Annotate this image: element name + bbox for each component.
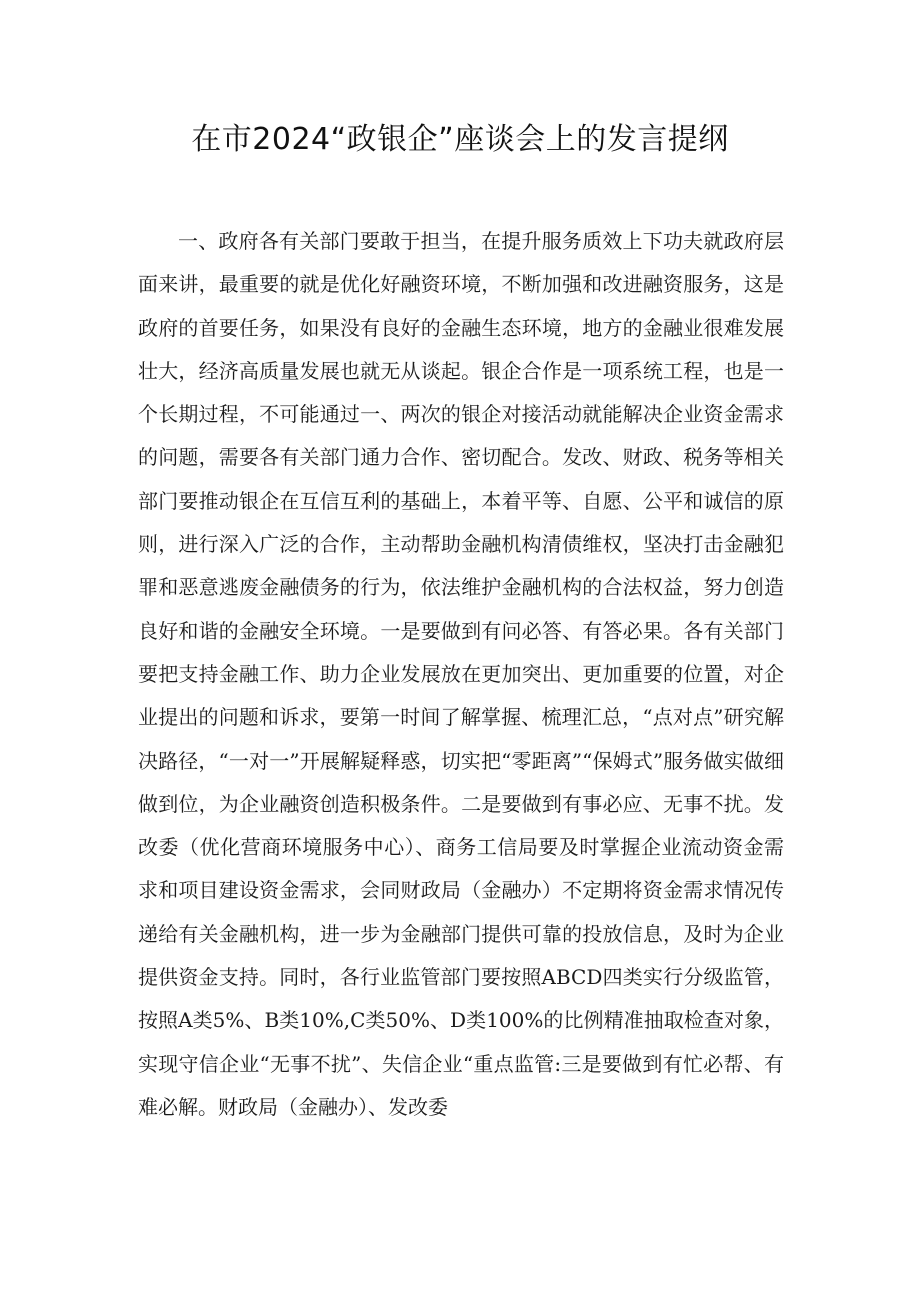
document-title: 在市2024“政银企”座谈会上的发言提纲: [191, 122, 729, 157]
body-paragraph: 一、政府各有关部门要敢于担当，在提升服务质效上下功夫就政府层面来讲，最重要的就是优化好融资环境，不断加强和改进融资服务，这是政府的首要任务，如果没有良好的金融生态环境，地方的金融业很难发展壮大，经济高质量发展也就无从谈起。银企合作是一项系统工程，也是一个长期过程，不可能通过一、两次的银企对接活动就能解决企业资金需求的问题，需要各有关部门通力合作、密切配合。发改、财政、税务等相关部门要推动银企在互信互利的基础上，本着平等、自愿、公平和诚信的原则，进行深入广泛的合作，主动帮助金融机构清债维权，坚决打击金融犯罪和恶意逃废金融债务的行为，依法维护金融机构的合法权益，努力创造良好和谐的金融安全环境。一是要做到有问必答、有答必果。各有关部门要把支持金融工作、助力企业发展放在更加突出、更加重要的位置，对企业提出的问题和诉求，要第一时间了解掌握、梳理汇总，“点对点”研究解决路径，“一对一”开展解疑释惑，切实把“零距离”“保姆式”服务做实做细做到位，为企业融资创造积极条件。二是要做到有事必应、无事不扰。发改委（优化营商环境服务中心）、商务工信局要及时掌握企业流动资金需求和项目建设资金需求，会同财政局（金融办）不定期将资金需求情况传递给有关金融机构，进一步为金融部门提供可靠的投放信息，及时为企业提供资金支持。同时，各行业监管部门要按照ABCD四类实行分级监管，按照A类5%、B类10%,C类50%、D类100%的比例精准抽取检查对象，实现守信企业“无事不扰”、失信企业“重点监管:三是要做到有忙必帮、有难必解。财政局（金融办）、发改委: [138, 229, 784, 1119]
